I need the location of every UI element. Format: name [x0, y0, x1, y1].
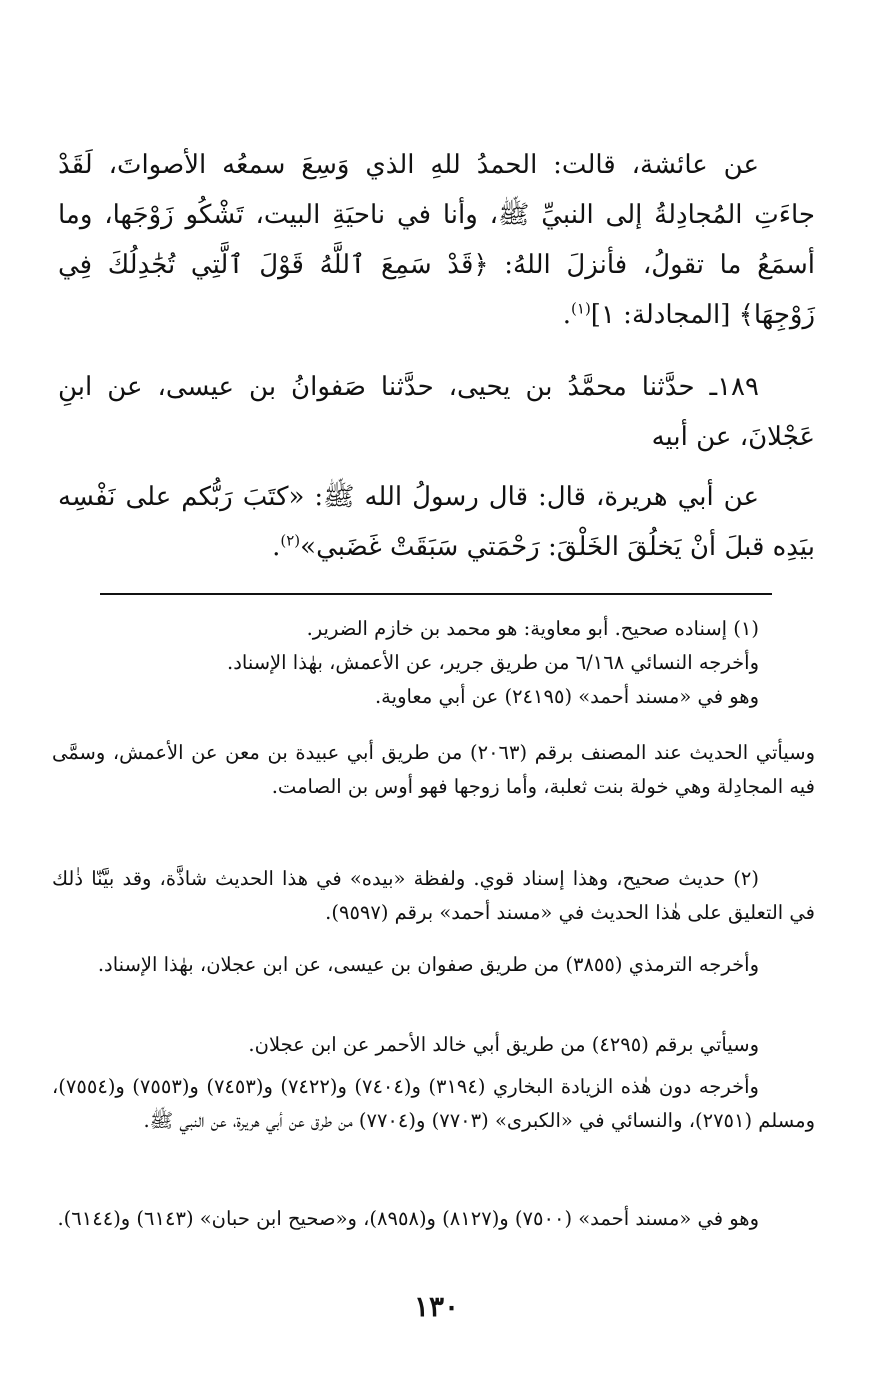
hadith-text-1	[58, 140, 815, 340]
footnote-2-tirmidhi: وأخرجه الترمذي (٣٨٥٥) من طريق صفوان بن عيسى، عن ابن عجلان، بهٰذا الإسناد.	[97, 953, 759, 976]
footnote-ref-2: (٢)	[280, 531, 301, 550]
footnote-separator	[100, 593, 772, 595]
footnote-2-later: وسيأتي برقم (٤٢٩٥) من طريق أبي خالد الأحمر عن ابن عجلان.	[248, 1033, 759, 1056]
footnote-2-line: (٢) حديث صحيح، وهذا إسناد قوي. ولفظة «بيده» في هذا الحديث شاذَّة، وقد بيَّنّا ذٰلك في التعليق على هٰذا الحديث في «مسند أحمد» برقم (٩٥٩٧).	[52, 867, 815, 924]
footnote-1-nasai: وأخرجه النسائي ٦/١٦٨ من طريق جرير، عن الأعمش، بهٰذا الإسناد.	[227, 651, 759, 674]
hadith-text-2-end: .	[272, 532, 281, 562]
page-number: ١٣٠	[413, 1290, 460, 1323]
footnote-1-later: وسيأتي الحديث عند المصنف برقم (٢٠٦٣) من طريق أبي عبيدة بن معن عن الأعمش، وسمَّى فيه المجادِلة وهي خولة بنت ثعلبة، وأما زوجها فهو أوس بن الصامت.	[52, 741, 815, 798]
hadith-text-1-end: .	[562, 300, 572, 330]
footnote-2-ahmad: وهو في «مسند أحمد» (٧٥٠٠) و(٨١٢٧) و(٨٩٥٨)، و«صحيح ابن حبان» (٦١٤٣) و(٦١٤٤).	[57, 1207, 759, 1230]
footnote-2-bukhari: وأخرجه دون هٰذه الزيادة البخاري (٣١٩٤) و(٧٤٠٤) و(٧٤٢٢) و(٧٤٥٣) و(٧٥٥٣) و(٧٥٥٤)، ومسلم (٢٧٥١)، والنسائي في «الكبرى» (٧٧٠٣) و(٧٧٠٤) من طرق عن أبي هريرة، عن النبي ﷺ.	[52, 1075, 815, 1132]
footnote-1-line: (١) إسناده صحيح. أبو معاوية: هو محمد بن خازم الضرير.	[306, 617, 759, 640]
isnad-189: ١٨٩ـ حدَّثنا محمَّدُ بن يحيى، حدَّثنا صَفوانُ بن عيسى، عن ابنِ عَجْلانَ، عن أبيه	[58, 372, 815, 452]
hadith-text-2-body: عن أبي هريرة، قال: قال رسولُ الله ﷺ: «كتَبَ رَبُّكم على نَفْسِه بيَدِه قبلَ أنْ يَخلُقَ الخَلْقَ: رَحْمَتي سَبَقَتْ غَضَبي»	[58, 482, 815, 562]
hadith-text-2	[58, 472, 815, 572]
footnote-1-ahmad: وهو في «مسند أحمد» (٢٤١٩٥) عن أبي معاوية.	[374, 685, 759, 708]
hadith-text-1-body: عن عائشة، قالت: الحمدُ للهِ الذي وَسِعَ سمعُه الأصواتَ، لَقَدْ جاءَتِ المُجادِلةُ إلى النبيِّ ﷺ، وأنا في ناحيَةِ البيت، تَشْكُو زَوْجَها، وما أسمَعُ ما تقولُ، فأنزلَ اللهُ: ﴿قَدْ سَمِعَ ٱللَّهُ قَوْلَ ٱلَّتِي تُجَٰدِلُكَ فِي زَوْجِهَا﴾ [المجادلة: ١]	[58, 150, 815, 330]
footnote-ref-1: (١)	[571, 299, 591, 318]
